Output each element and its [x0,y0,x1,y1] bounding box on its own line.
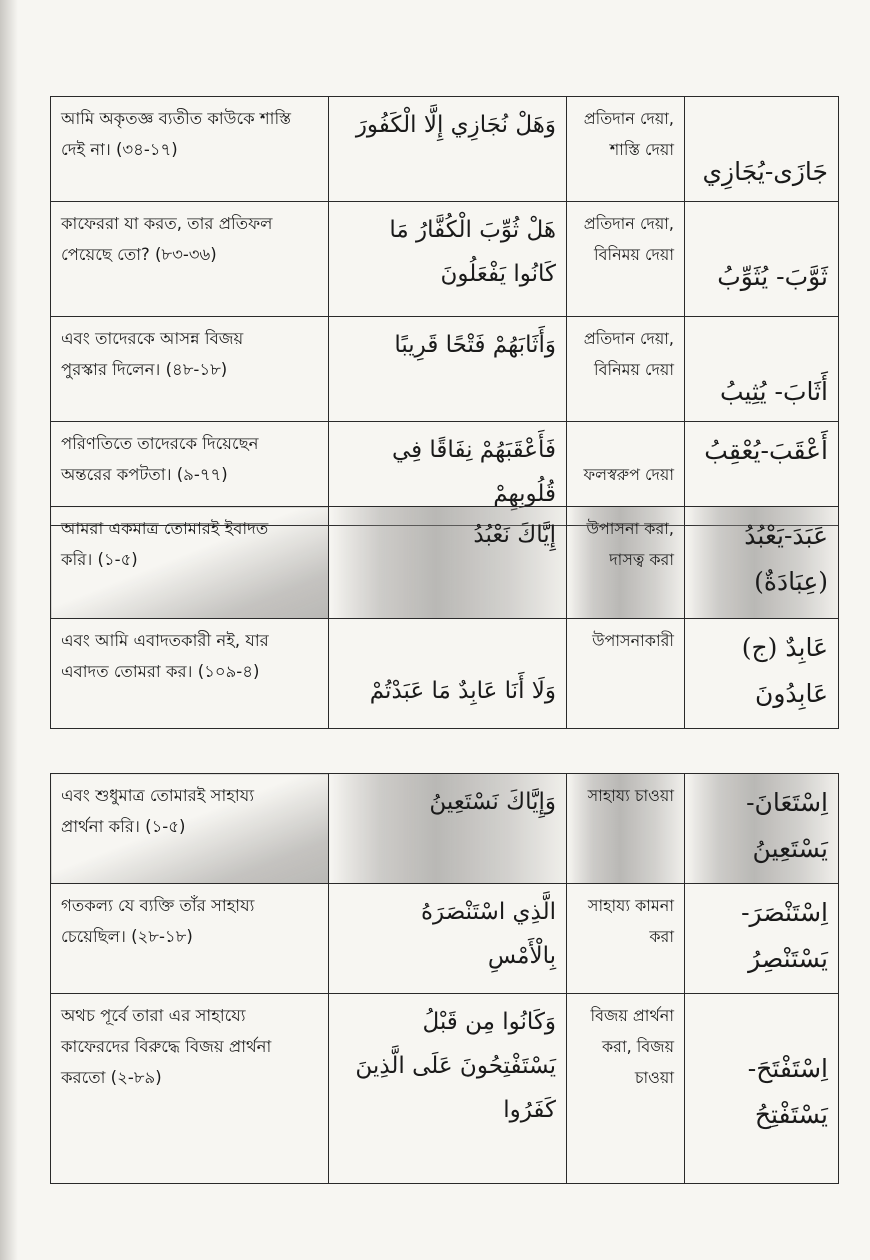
table-row [51,619,839,729]
arabic-example-cell [329,97,567,202]
meaning-line: পুরস্কার দিলেন। (৪৮-১৮) [61,360,228,379]
arabic-word-cell [685,507,839,619]
arabic-word-line [695,208,828,254]
meaning-line: অন্তরের কপটতা। (৯-৭৭) [61,465,228,484]
meaning-line: করতো (২-৮৯) [61,1068,162,1087]
meaning-line: কাফেরদের বিরুদ্ধে বিজয় প্রার্থনা [61,1037,272,1056]
arabic-word-line: اِسْتَنْصَرَ- [741,898,828,927]
meaning-cell [51,97,329,202]
vocab-table-3 [50,773,839,1184]
bengali-meaning-cell [567,619,685,729]
arabic-example-line: كَانُوا يَفْعَلُونَ [440,261,556,287]
bengali-meaning-line: করা, বিজয় [601,1037,674,1056]
arabic-word-line [695,323,828,369]
arabic-word-line: عَابِدُونَ [754,679,828,708]
bengali-meaning-cell [567,507,685,619]
bengali-meaning-line: প্রতিদান দেয়া, [583,109,674,128]
bengali-meaning-line: সাহায্য কামনা [587,896,674,915]
arabic-example-cell [329,202,567,317]
arabic-word-line [695,1000,828,1046]
arabic-word-line: أَثَابَ- يُثِيبُ [719,377,828,406]
arabic-word-cell [685,884,839,994]
bengali-meaning-cell [567,994,685,1184]
meaning-line: এবং আমি এবাদতকারী নই, যার [61,631,269,650]
meaning-line: গতকল্য যে ব্যক্তি তাঁর সাহায্য [61,896,255,915]
meaning-line: প্রার্থনা করি। (১-৫) [61,817,186,836]
meaning-line: এবাদত তোমরা কর। (১০৯-৪) [61,662,260,681]
bengali-meaning-line: করা [649,927,674,946]
bengali-meaning-line: বিনিময় দেয়া [594,245,674,264]
table-row [51,994,839,1184]
bengali-meaning-line: প্রতিদান দেয়া, [583,214,674,233]
arabic-example-line: وَكَانُوا مِن قَبْلُ [422,1009,556,1035]
arabic-example-line: كَفَرُوا [503,1097,556,1123]
bengali-meaning-line: দাসত্ব করা [609,550,674,569]
meaning-cell [51,507,329,619]
meaning-line: এবং শুধুমাত্র তোমারই সাহায্য [61,786,254,805]
bengali-meaning-line: বিজয় প্রার্থনা [590,1006,674,1025]
arabic-word-cell [685,774,839,884]
meaning-line: চেয়েছিল। (২৮-১৮) [61,927,193,946]
meaning-cell [51,774,329,884]
meaning-cell [51,994,329,1184]
meaning-cell [51,202,329,317]
table-row [51,884,839,994]
bengali-meaning-cell [567,884,685,994]
arabic-example-cell [329,994,567,1184]
arabic-example-line: يَسْتَفْتِحُونَ عَلَى الَّذِينَ [355,1053,556,1079]
bengali-meaning-line: চাওয়া [634,1068,674,1087]
meaning-line: করি। (১-৫) [61,550,138,569]
arabic-example-cell [329,774,567,884]
table-row [51,317,839,422]
meaning-cell [51,884,329,994]
bengali-meaning-cell [567,774,685,884]
arabic-example-line: قُلُوبِهِمْ [493,481,556,507]
arabic-word-cell [685,317,839,422]
arabic-word-line: (عِبَادَةٌ) [754,567,828,596]
arabic-example-cell [329,884,567,994]
arabic-example-line: وَهَلْ نُجَازِي إِلَّا الْكَفُورَ [355,112,556,138]
meaning-line: কাফেররা যা করত, তার প্রতিফল [61,214,273,233]
arabic-word-cell [685,97,839,202]
table-row [51,774,839,884]
bengali-meaning-cell [567,317,685,422]
arabic-word-line [695,103,828,149]
arabic-word-line: ثَوَّبَ- يُثَوِّبُ [717,262,828,291]
arabic-example-line: وَإِيَّاكَ نَسْتَعِينُ [429,789,556,815]
meaning-line: পেয়েছে তো? (৮৩-৩৬) [61,245,217,264]
meaning-line: দেই না। (৩৪-১৭) [61,140,178,159]
page-edge-shadow [0,0,18,1260]
arabic-example-line: الَّذِي اسْتَنْصَرَهُ [420,899,556,925]
arabic-example-line: إِيَّاكَ نَعْبُدُ [473,522,556,548]
meaning-line: অথচ পূর্বে তারা এর সাহায্যে [61,1006,246,1025]
table-row [51,507,839,619]
bengali-meaning-line: শাস্তি দেয়া [609,140,674,159]
bengali-meaning-line: উপাসনাকারী [592,631,674,650]
bengali-meaning-line: উপাসনা করা, [586,519,674,538]
table-row [51,202,839,317]
arabic-word-line: جَازَى-يُجَازِي [702,157,828,186]
arabic-word-line: اِسْتَفْتَحَ- [747,1054,828,1083]
vocab-table-1 [50,96,839,526]
meaning-line: আমরা একমাত্র তোমারই ইবাদত [61,519,269,538]
arabic-word-line: عَبَدَ-يَعْبُدُ [744,521,828,550]
bengali-meaning-cell [567,202,685,317]
arabic-word-cell [685,994,839,1184]
arabic-word-cell [685,202,839,317]
arabic-example-line: فَأَعْقَبَهُمْ نِفَاقًا فِي [391,437,556,463]
arabic-word-line: يَسْتَفْتِحُ [754,1100,828,1129]
arabic-example-line: بِالْأَمْسِ [487,943,556,969]
arabic-word-line: اِسْتَعَانَ- [746,788,828,817]
vocab-table-2 [50,506,839,729]
arabic-word-line: يَسْتَنْصِرُ [748,944,828,973]
table-row [51,97,839,202]
arabic-example-cell [329,317,567,422]
meaning-cell [51,619,329,729]
arabic-example-line [339,625,556,669]
bengali-meaning-line: সাহায্য চাওয়া [587,786,674,805]
arabic-word-cell [685,619,839,729]
arabic-example-line: هَلْ ثُوِّبَ الْكُفَّارُ مَا [389,217,556,243]
arabic-word-line: يَسْتَعِينُ [752,834,828,863]
bengali-meaning-line: প্রতিদান দেয়া, [583,329,674,348]
bengali-meaning-line: ফলস্বরুপ দেয়া [583,465,674,484]
arabic-example-cell [329,507,567,619]
arabic-example-line: وَأَثَابَهُمْ فَتْحًا قَرِيبًا [394,332,556,358]
arabic-example-line: وَلَا أَنَا عَابِدٌ مَا عَبَدْتُمْ [369,678,556,704]
bengali-meaning-cell [567,97,685,202]
meaning-line: পরিণতিতে তাদেরকে দিয়েছেন [61,434,259,453]
arabic-word-line: عَابِدٌ (ج) [741,633,828,662]
arabic-word-line: أَعْقَبَ-يُعْقِبُ [704,436,828,465]
meaning-line: আমি অকৃতজ্ঞ ব্যতীত কাউকে শাস্তি [61,109,292,128]
bengali-meaning-line [577,428,674,459]
arabic-example-cell [329,619,567,729]
meaning-cell [51,317,329,422]
meaning-line: এবং তাদেরকে আসন্ন বিজয় [61,329,244,348]
bengali-meaning-line: বিনিময় দেয়া [594,360,674,379]
